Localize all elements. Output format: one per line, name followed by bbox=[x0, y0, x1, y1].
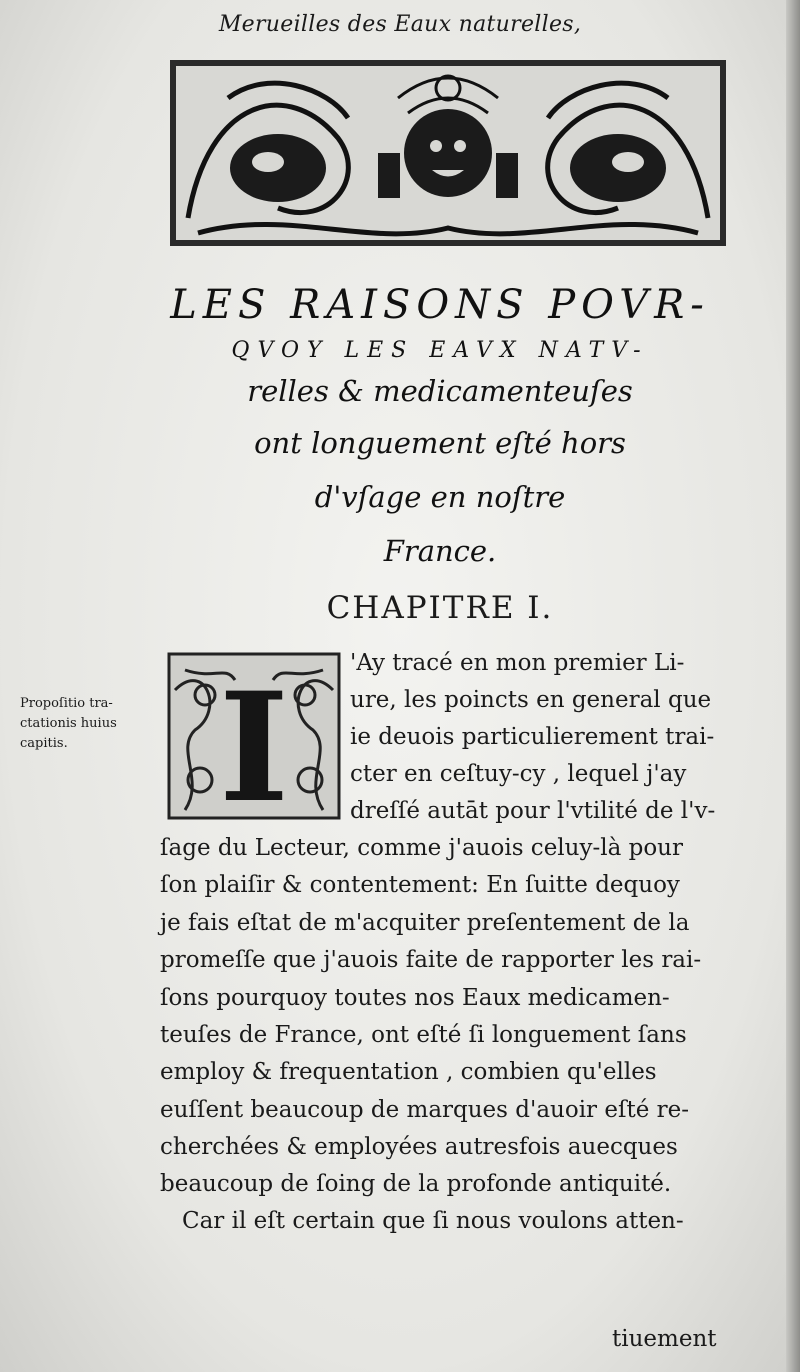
body-line: Car il eſt certain que ſi nous voulons atten- bbox=[182, 1208, 684, 1234]
dropcap-letter: I bbox=[218, 660, 290, 822]
body-line: euſſent beaucoup de marques d'auoir eſté re- bbox=[160, 1097, 690, 1123]
woodcut-headpiece-ornament bbox=[168, 58, 728, 248]
title-line-5: d'vſage en noſtre bbox=[314, 480, 566, 514]
marginal-note-line: capitis. bbox=[20, 736, 68, 751]
body-line: ure, les poincts en general que bbox=[350, 687, 712, 713]
body-line: cherchées & employées autresfois auecques bbox=[160, 1134, 678, 1160]
body-line: dreſſé autāt pour l'vtilité de l'v- bbox=[350, 798, 716, 824]
title-line-1: LES RAISONS POVR- bbox=[170, 282, 710, 328]
body-line: beaucoup de ſoing de la profonde antiquité. bbox=[160, 1171, 672, 1197]
body-line: 'Ay tracé en mon premier Li- bbox=[350, 650, 685, 676]
title-line-6: France. bbox=[383, 534, 497, 568]
marginal-note bbox=[20, 694, 158, 754]
page-edge-shadow bbox=[786, 0, 800, 1372]
body-line: teuſes de France, ont eſté ſi longuement ſans bbox=[160, 1022, 687, 1048]
body-line: je fais eſtat de m'acquiter preſentement de la bbox=[160, 910, 690, 936]
body-line: ſons pourquoy toutes nos Eaux medicamen- bbox=[160, 985, 670, 1011]
title-line-4: ont longuement eſté hors bbox=[254, 426, 626, 460]
body-line: cter en ceſtuy-cy , lequel j'ay bbox=[350, 761, 687, 787]
decorated-initial-letter bbox=[165, 650, 343, 822]
body-line: ſon plaiſir & contentement: En ſuitte dequoy bbox=[160, 872, 680, 898]
body-line: ie deuois particulierement trai- bbox=[350, 724, 715, 750]
chapter-heading: CHAPITRE I. bbox=[326, 590, 554, 626]
body-line: ſage du Lecteur, comme j'auois celuy-là pour bbox=[160, 835, 683, 861]
title-line-2: QVOY LES EAVX NATV- bbox=[231, 338, 649, 363]
catchword: tiuement bbox=[612, 1326, 717, 1352]
title-line-3: relles & medicamenteuſes bbox=[247, 374, 633, 408]
body-line: promeſſe que j'auois faite de rapporter les rai- bbox=[160, 947, 702, 973]
marginal-note-line: Propoſitio tra- bbox=[20, 696, 113, 711]
body-line: employ & frequentation , combien qu'elles bbox=[160, 1059, 657, 1085]
running-head: Merueilles des Eaux naturelles, bbox=[218, 12, 582, 37]
marginal-note-line: ctationis huius bbox=[20, 716, 117, 731]
